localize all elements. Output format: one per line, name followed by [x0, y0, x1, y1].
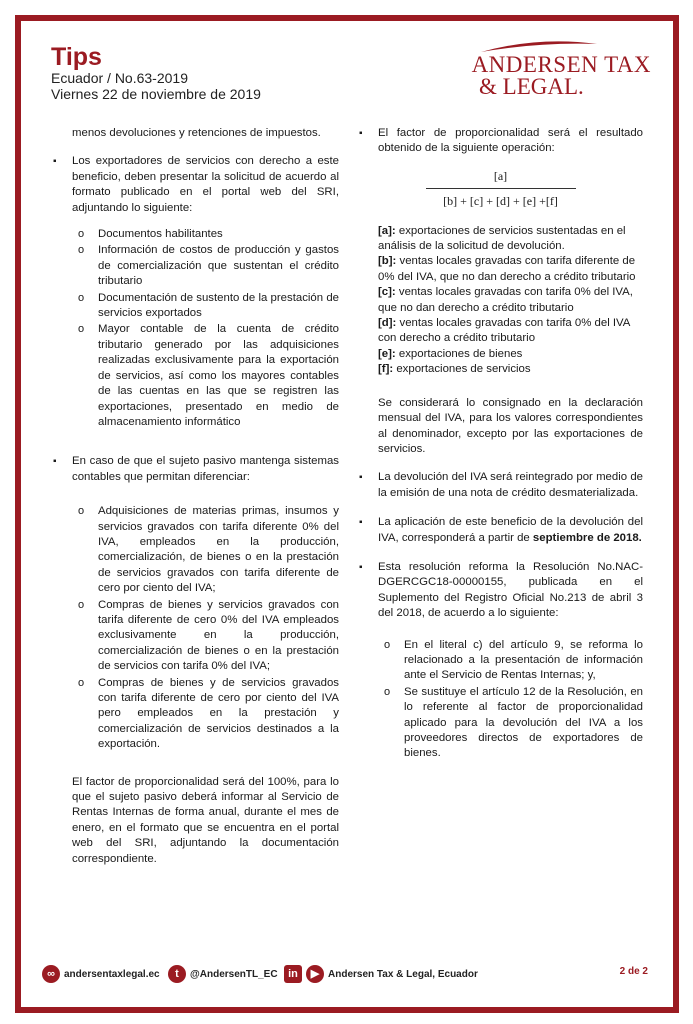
- bullet-exporters: [52, 154, 339, 430]
- logo-line2: & LEGAL.: [479, 74, 584, 99]
- reform-list: [378, 638, 643, 762]
- footer-twitter[interactable]: t @AndersenTL_EC: [168, 965, 278, 983]
- header: [51, 44, 261, 102]
- definition-item: [e]: exportaciones de bienes: [378, 347, 523, 360]
- bullet-square-icon: ▪: [359, 561, 363, 573]
- footer-website[interactable]: ∞ andersentaxlegal.ec: [42, 965, 160, 983]
- bullet-text: El factor de proporcionalidad será el resultado obtenido de la siguiente operación:: [378, 127, 643, 155]
- right-column: [358, 126, 643, 776]
- page-number: 2 de 2: [619, 966, 648, 977]
- bullet-text: La devolución del IVA será reintegrado por medio de la emisión de una nota de crédito desmaterializada.: [378, 471, 643, 499]
- definitions-list: [358, 224, 643, 378]
- formula-numerator: [a]: [493, 168, 508, 183]
- bullet-reform: [358, 560, 643, 762]
- bullet-accounting: [52, 454, 339, 752]
- twitter-icon: t: [168, 965, 186, 983]
- circle-bullet-icon: o: [78, 323, 85, 336]
- definition-item: [b]: ventas locales gravadas con tarifa diferente de 0% del IVA, que no dan derecho a crédito tributario: [378, 255, 636, 283]
- bullet-factor: [358, 126, 643, 157]
- list-item: o Compras de bienes y de servicios gravados con tarifa diferente de cero por ciento del IVA pero empleados en la prestación y comercialización de servicios destinados a la exportación.: [78, 676, 339, 751]
- documents-list: [72, 227, 339, 430]
- andersen-logo: [461, 40, 651, 102]
- closing-paragraph: El factor de proporcionalidad será del 100%, para lo que el sujeto pasivo deberá informar al Servicio de Rentas Internas de forma anual, durante el mes de enero, en el formato que se encuentra en el portal web del SRI, adjuntando la documentación correspondiente.: [72, 775, 339, 865]
- definition-item: [c]: ventas locales gravadas con tarifa 0% del IVA, que no dan derecho a crédito tributario: [378, 286, 633, 314]
- bullet-application: [358, 515, 643, 546]
- circle-bullet-icon: o: [78, 676, 85, 689]
- circle-bullet-icon: o: [78, 228, 85, 241]
- footer: [42, 962, 648, 984]
- list-item: o Documentación de sustento de la prestación de servicios exportados: [78, 291, 339, 320]
- link-icon: ∞: [42, 965, 60, 983]
- bullet-square-icon: ▪: [53, 156, 57, 168]
- bullet-text: Los exportadores de servicios con derecho a este beneficio, deben presentar la solicitud de acuerdo al formato publicado en el portal web del SRI, adjuntando lo siguiente:: [72, 155, 339, 214]
- bullet-square-icon: ▪: [359, 472, 363, 484]
- definition-item: [f]: exportaciones de servicios: [378, 363, 531, 376]
- list-item: o Se sustituye el artículo 12 de la Resolución, en lo referente al factor de proporcionalidad aplicado para la devolución del IVA a los proveedores directos de exportadores de bienes.: [384, 685, 643, 760]
- circle-bullet-icon: o: [384, 685, 391, 698]
- formula-denominator: [b] + [c] + [d] + [e] +[f]: [443, 194, 558, 209]
- definition-item: [d]: ventas locales gravadas con tarifa 0% del IVA con derecho a crédito tributario: [378, 317, 630, 345]
- footer-social[interactable]: in ▶ Andersen Tax & Legal, Ecuador: [284, 965, 478, 983]
- issue-number: Ecuador / No.63-2019: [51, 70, 188, 86]
- circle-bullet-icon: o: [384, 638, 391, 651]
- bullet-refund: [358, 470, 643, 501]
- list-item: o Documentos habilitantes: [72, 227, 339, 242]
- bullet-text: Esta resolución reforma la Resolución No.NAC-DGERCGC18-00000155, publicada en el Suplemento del Registro Oficial No.213 de abril 3 del 2018, de acuerdo a lo siguiente:: [378, 560, 643, 620]
- circle-bullet-icon: o: [78, 291, 85, 304]
- youtube-icon: ▶: [306, 965, 324, 983]
- formula: [358, 169, 643, 210]
- list-item: o Mayor contable de la cuenta de crédito tributario generado por las adquisiciones realizadas exclusivamente para la exportación de servicios, así como los mayores contables de las cuentas en las que se registren las exportaciones, presentado en medio de almacenamiento informático: [78, 323, 339, 428]
- bullet-square-icon: ▪: [359, 517, 363, 529]
- issue-date: Viernes 22 de noviembre de 2019: [51, 86, 261, 102]
- bullet-text: En caso de que el sujeto pasivo mantenga sistemas contables que permitan diferenciar:: [72, 455, 339, 483]
- list-item: o Información de costos de producción y gastos de comercialización que sustentan el crédito tributario: [78, 244, 339, 288]
- bullet-square-icon: ▪: [359, 128, 363, 139]
- definition-item: [a]: exportaciones de servicios sustentadas en el análisis de la solicitud de devolución.: [378, 224, 626, 253]
- circle-bullet-icon: o: [78, 598, 85, 611]
- linkedin-icon: in: [284, 965, 302, 983]
- consider-paragraph: Se considerará lo consignado en la declaración mensual del IVA, para los valores correspondientes al denominador, excepto por las exportaciones de servicios.: [378, 396, 643, 455]
- acquisitions-list: [72, 504, 339, 753]
- logo-line1: ANDERSEN TAX: [471, 52, 651, 77]
- fraction-bar: [426, 188, 576, 189]
- circle-bullet-icon: o: [78, 505, 85, 518]
- bullet-text: La aplicación de este beneficio de la devolución del IVA, corresponderá a partir de septiembre de 2018.: [378, 516, 643, 544]
- left-column: [52, 126, 339, 880]
- list-item: o Adquisiciones de materias primas, insumos y servicios gravados con tarifa diferente 0% del IVA, empleados en la producción, comercialización, de bienes o en la prestación de servicios gravados con tarifa diferente de cero por ciento del IVA;: [78, 505, 339, 595]
- bullet-square-icon: ▪: [53, 456, 57, 468]
- circle-bullet-icon: o: [78, 244, 85, 257]
- tips-title: Tips: [51, 43, 102, 71]
- list-item: o Compras de bienes y servicios gravados con tarifa diferente de cero 0% del IVA empleados exclusivamente en la producción, comercialización de bienes o en la prestación de servicios con tarifa 0% del IVA;: [78, 598, 339, 673]
- list-item: o En el literal c) del artículo 9, se reforma lo relacionado a la presentación de información ante el Servicio de Rentas Internas; y,: [384, 638, 643, 682]
- continued-text: menos devoluciones y retenciones de impuestos.: [72, 127, 321, 139]
